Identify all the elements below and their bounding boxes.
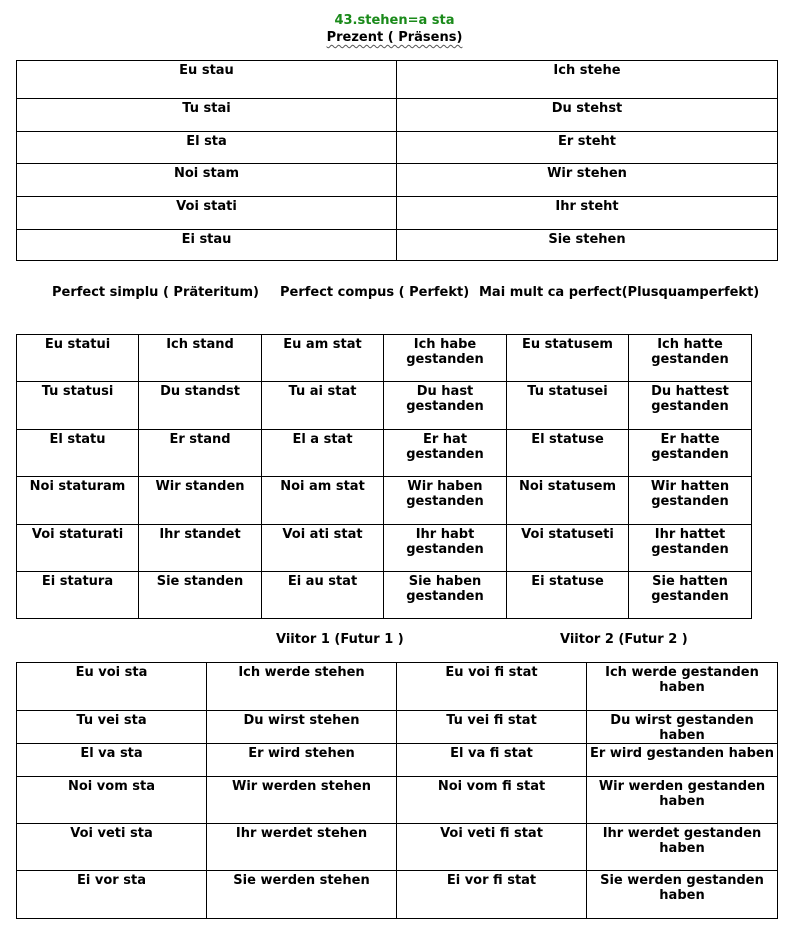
table-cell: Du hattest gestanden (629, 382, 752, 430)
heading-futur1: Viitor 1 (Futur 1 ) (276, 632, 404, 647)
table-cell: Ihr hattet gestanden (629, 525, 752, 572)
table-row (17, 871, 778, 919)
table-cell: Ihr werdet stehen (207, 824, 397, 871)
table-cell: Du wirst gestanden haben (587, 711, 778, 744)
table-cell: Eu am stat (262, 335, 384, 382)
table-cell: Wir werden stehen (207, 777, 397, 824)
table-cell: Sie stehen (397, 230, 778, 261)
table-row (17, 132, 778, 164)
table-cell: Ich habe gestanden (384, 335, 507, 382)
table-cell: Sie standen (139, 572, 262, 619)
table-row (17, 197, 778, 230)
table-cell: Tu statusei (507, 382, 629, 430)
table-cell: Wir werden gestanden haben (587, 777, 778, 824)
table-cell: Ich hatte gestanden (629, 335, 752, 382)
heading-perfekt: Perfect compus ( Perfekt) (280, 285, 470, 300)
heading-praeteritum: Perfect simplu ( Präteritum) (52, 285, 259, 300)
table-cell: El va sta (17, 744, 207, 777)
table-cell: Tu statusi (17, 382, 139, 430)
table-cell: Du wirst stehen (207, 711, 397, 744)
table-cell: Tu vei sta (17, 711, 207, 744)
table-cell: Er stand (139, 430, 262, 477)
table-row (17, 525, 752, 572)
table-row (17, 824, 778, 871)
table-cell: Sie haben gestanden (384, 572, 507, 619)
table-row (17, 335, 752, 382)
table-cell: Wir stehen (397, 164, 778, 197)
table-cell: Eu voi sta (17, 663, 207, 711)
table-cell: El va fi stat (397, 744, 587, 777)
table-cell: Er hatte gestanden (629, 430, 752, 477)
table-cell: El sta (17, 132, 397, 164)
table-row (17, 430, 752, 477)
table-cell: Noi vom fi stat (397, 777, 587, 824)
table-cell: Wir standen (139, 477, 262, 525)
table-row (17, 711, 778, 744)
page-subtitle (0, 30, 789, 45)
table-cell: Voi ati stat (262, 525, 384, 572)
table-cell: Voi staturati (17, 525, 139, 572)
table-row (17, 382, 752, 430)
table-cell: Noi stam (17, 164, 397, 197)
table-cell: Eu statusem (507, 335, 629, 382)
table-cell: Ihr werdet gestanden haben (587, 824, 778, 871)
table-cell: El statu (17, 430, 139, 477)
page-title: 43.stehen=a sta (334, 13, 455, 28)
table-cell: Ei stau (17, 230, 397, 261)
table-cell: Ihr habt gestanden (384, 525, 507, 572)
subtitle-text: Prezent ( Präsens) (326, 30, 463, 45)
table-cell: Du standst (139, 382, 262, 430)
table-cell: Ich werde gestanden haben (587, 663, 778, 711)
table-cell: El a stat (262, 430, 384, 477)
table-cell: El statuse (507, 430, 629, 477)
table-cell: Eu stau (17, 61, 397, 99)
table-cell: Tu stai (17, 99, 397, 132)
table-cell: Noi statusem (507, 477, 629, 525)
table-cell: Sie hatten gestanden (629, 572, 752, 619)
table-cell: Ihr standet (139, 525, 262, 572)
future-table (16, 662, 778, 919)
table-row (17, 777, 778, 824)
table-cell: Ihr steht (397, 197, 778, 230)
table-cell: Wir hatten gestanden (629, 477, 752, 525)
table-cell: Ei au stat (262, 572, 384, 619)
table-cell: Tu ai stat (262, 382, 384, 430)
table-cell: Ich werde stehen (207, 663, 397, 711)
table-cell: Voi veti sta (17, 824, 207, 871)
table-cell: Eu statui (17, 335, 139, 382)
table-cell: Du hast gestanden (384, 382, 507, 430)
table-cell: Er steht (397, 132, 778, 164)
table-cell: Sie werden stehen (207, 871, 397, 919)
table-cell: Noi am stat (262, 477, 384, 525)
table-row (17, 572, 752, 619)
table-cell: Er wird stehen (207, 744, 397, 777)
table-cell: Tu vei fi stat (397, 711, 587, 744)
table-cell: Ich stehe (397, 61, 778, 99)
table-cell: Noi staturam (17, 477, 139, 525)
table-row (17, 164, 778, 197)
present-table (16, 60, 778, 261)
heading-futur2: Viitor 2 (Futur 2 ) (560, 632, 688, 647)
table-cell: Du stehst (397, 99, 778, 132)
table-cell: Er wird gestanden haben (587, 744, 778, 777)
table-row (17, 99, 778, 132)
table-cell: Ei statuse (507, 572, 629, 619)
past-table (16, 334, 752, 619)
table-cell: Er hat gestanden (384, 430, 507, 477)
table-cell: Sie werden gestanden haben (587, 871, 778, 919)
table-row (17, 61, 778, 99)
table-row (17, 663, 778, 711)
table-cell: Ei vor fi stat (397, 871, 587, 919)
table-cell: Eu voi fi stat (397, 663, 587, 711)
table-cell: Voi veti fi stat (397, 824, 587, 871)
table-cell: Ei vor sta (17, 871, 207, 919)
table-row (17, 477, 752, 525)
table-cell: Wir haben gestanden (384, 477, 507, 525)
table-row (17, 230, 778, 261)
table-cell: Voi statuseti (507, 525, 629, 572)
table-row (17, 744, 778, 777)
table-cell: Noi vom sta (17, 777, 207, 824)
table-cell: Ich stand (139, 335, 262, 382)
table-cell: Voi stati (17, 197, 397, 230)
table-cell: Ei statura (17, 572, 139, 619)
heading-plusquamperfekt: Mai mult ca perfect(Plusquamperfekt) (479, 285, 760, 300)
